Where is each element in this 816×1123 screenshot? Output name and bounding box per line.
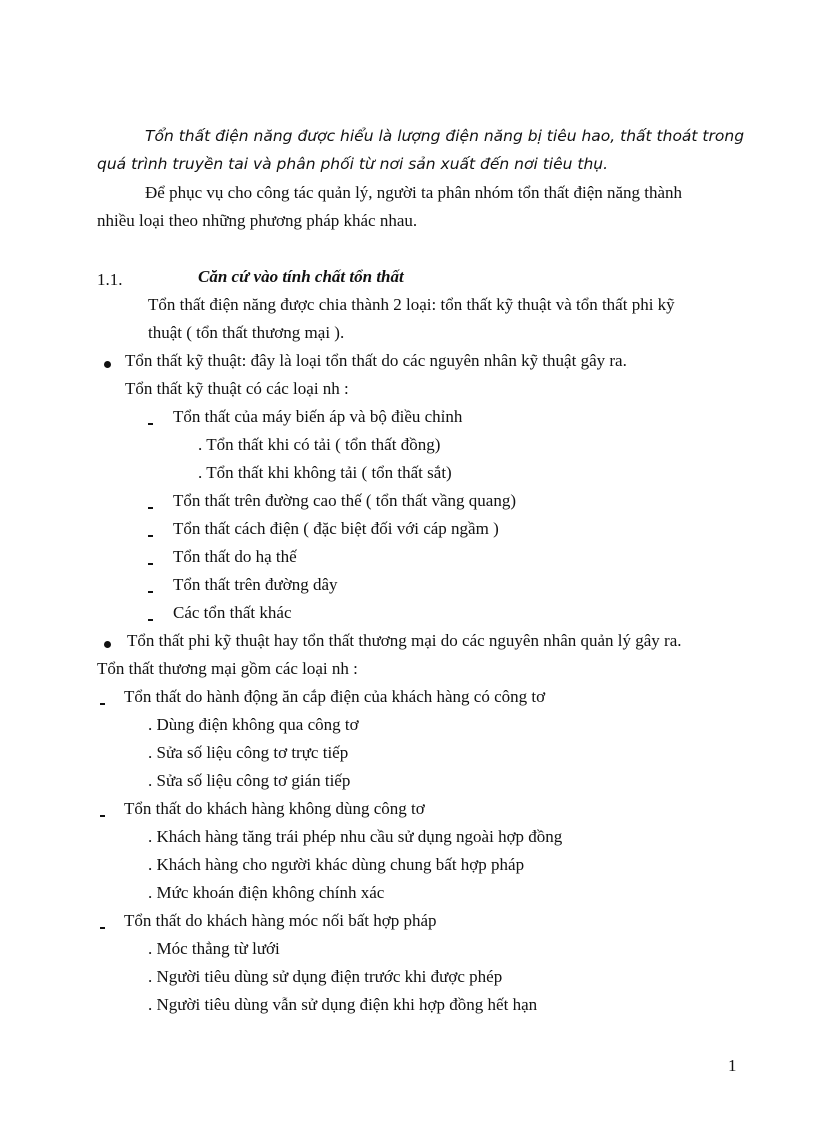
dash-icon [100, 815, 105, 817]
technical-item: Tổn thất trên đường dây [173, 575, 338, 594]
technical-subitem: . Tổn thất khi không tải ( tổn thất sắt) [198, 463, 452, 482]
intro-line-2: quá trình truyền tai và phân phối từ nơi sản xuất đến nơi tiêu thụ. [97, 155, 609, 173]
commercial-group-title: Tổn thất do khách hàng không dùng công tơ [124, 799, 425, 818]
commercial-group-title: Tổn thất do khách hàng móc nối bất hợp pháp [124, 911, 437, 930]
dash-icon [148, 423, 153, 425]
commercial-bullet: Tổn thất phi kỹ thuật hay tổn thất thương mại do các nguyên nhân quản lý gây ra. [127, 631, 682, 650]
section-desc-line-2: thuật ( tổn thất thương mại ). [148, 323, 345, 342]
commercial-group-item: . Người tiêu dùng vẫn sử dụng điện khi hợp đồng hết hạn [148, 995, 538, 1014]
intro-line-1: Tổn thất điện năng được hiểu là lượng điện năng bị tiêu hao, thất thoát trong [145, 127, 745, 145]
dash-icon [148, 619, 153, 621]
technical-item: Tổn thất cách điện ( đặc biệt đối với cáp ngầm ) [173, 519, 499, 538]
technical-item: Tổn thất do hạ thế [173, 547, 297, 566]
dash-icon [148, 591, 153, 593]
commercial-group-item: . Khách hàng cho người khác dùng chung bất hợp pháp [148, 855, 525, 874]
technical-item: Tổn thất của máy biến áp và bộ điều chỉnh [173, 407, 463, 426]
technical-subitem: . Tổn thất khi có tải ( tổn thất đồng) [198, 435, 441, 454]
commercial-group-item: . Người tiêu dùng sử dụng điện trước khi được phép [148, 967, 503, 986]
dash-icon [148, 507, 153, 509]
dash-icon [100, 703, 105, 705]
technical-item: Các tổn thất khác [173, 603, 292, 622]
commercial-group-item: . Móc thẳng từ lưới [148, 939, 280, 958]
technical-bullet: Tổn thất kỹ thuật: đây là loại tổn thất do các nguyên nhân kỹ thuật gây ra. [125, 351, 627, 370]
commercial-group-item: . Sửa số liệu công tơ gián tiếp [148, 771, 351, 790]
section-title: Căn cứ vào tính chất tổn thất [198, 267, 404, 286]
section-number: 1.1. [97, 270, 123, 289]
intro-line-3: Để phục vụ cho công tác quản lý, người ta phân nhóm tổn thất điện năng thành [145, 183, 683, 202]
section-desc-line-1: Tổn thất điện năng được chia thành 2 loại: tổn thất kỹ thuật và tổn thất phi kỹ [148, 295, 675, 314]
commercial-group-title: Tổn thất do hành động ăn cắp điện của khách hàng có công tơ [124, 687, 546, 706]
dash-icon [148, 563, 153, 565]
commercial-intro: Tổn thất thương mại gồm các loại nh : [97, 659, 358, 678]
commercial-group-item: . Dùng điện không qua công tơ [148, 715, 359, 734]
technical-intro: Tổn thất kỹ thuật có các loại nh : [125, 379, 349, 398]
commercial-group-item: . Khách hàng tăng trái phép nhu cầu sử dụng ngoài hợp đồng [148, 827, 563, 846]
commercial-group-item: . Sửa số liệu công tơ trực tiếp [148, 743, 349, 762]
dash-icon [100, 927, 105, 929]
intro-line-4: nhiều loại theo những phương pháp khác nhau. [97, 211, 418, 230]
dash-icon [148, 535, 153, 537]
commercial-group-item: . Mức khoán điện không chính xác [148, 883, 385, 902]
bullet-icon [104, 641, 111, 648]
page-number: 1 [728, 1056, 737, 1075]
technical-item: Tổn thất trên đường cao thế ( tổn thất vầng quang) [173, 491, 516, 510]
bullet-icon [104, 361, 111, 368]
